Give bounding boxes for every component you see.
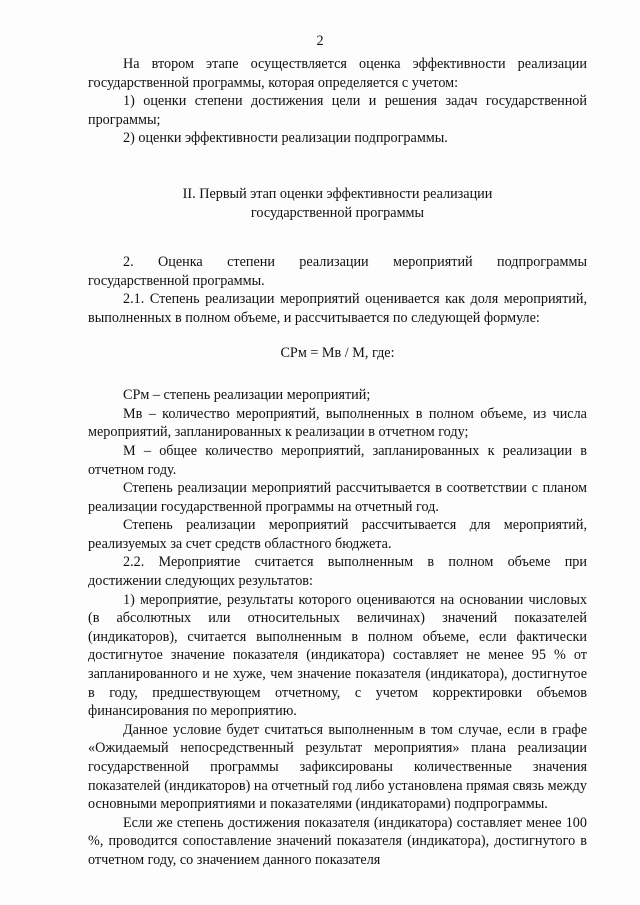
list-item-2: 2) оценки эффективности реализации подпрограммы. [123, 130, 448, 147]
section-title-line-2: государственной программы [250, 204, 425, 221]
paragraph-condition-1: 1) мероприятие, результаты которого оцениваются на основании числовых (в абсолютных или относительных величинах) значений показателей (индикаторов), считается выполненным в полном объеме, если фактически достигнутое значение показателя (индикатора) составляет не менее 95 % от запланированного и не хуже, чем значение показателя (индикатора), достигнутое в году, предшествующем отчетному, с учетом корректировки объемов финансирования по мероприятию. [88, 591, 587, 720]
paragraph-2-1: 2.1. Степень реализации мероприятий оценивается как доля мероприятий, выполненных в полном объеме, и рассчитывается по следующей формуле: [88, 291, 587, 326]
paragraph-condition-note: Данное условие будет считаться выполненным в том случае, если в графе «Ожидаемый непосредственный результат мероприятия» плана реализации государственной программы зафиксированы количественные значения показателей (индикаторов) на отчетный год либо установлена прямая связь между основными мероприятиями и показателями (индикаторами) подпрограммы. [88, 721, 587, 813]
paragraph-intro: На втором этапе осуществляется оценка эффективности реализации государственной программы, которая определяется с учетом: [88, 56, 587, 91]
paragraph-less-than-100: Если же степень достижения показателя (индикатора) составляет менее 100 %, проводится сопоставление значений показателя (индикатора), достигнутого в отчетном году, со значением данного показателя [88, 814, 587, 868]
paragraph-2-2: 2.2. Мероприятие считается выполненным в полном объеме при достижении следующих результатов: [88, 554, 587, 590]
section-title [88, 185, 587, 222]
paragraph-2: 2. Оценка степени реализации мероприятий подпрограммы государственной программы. [88, 254, 587, 289]
definition-mv: Мв – количество мероприятий, выполненных в полном объеме, из числа мероприятий, запланированных к реализации в отчетном году; [88, 405, 587, 441]
definition-srm: СРм – степень реализации мероприятий; [123, 387, 371, 404]
section-title-line-1: II. Первый этап оценки эффективности реализации [182, 185, 493, 202]
list-item-1: 1) оценки степени достижения цели и решения задач государственной программы; [88, 93, 587, 128]
paragraph-regional-budget: Степень реализации мероприятий рассчитывается для мероприятий, реализуемых за счет средств областного бюджета. [88, 517, 587, 552]
paragraph-plan-basis: Степень реализации мероприятий рассчитывается в соответствии с планом реализации государственной программы на отчетный год. [88, 480, 587, 515]
formula: СРм = Мв / М, где: [280, 344, 395, 361]
page-content [88, 55, 587, 870]
page-number: 2 [316, 33, 324, 49]
definition-m: М – общее количество мероприятий, запланированных к реализации в отчетном году. [88, 442, 587, 478]
